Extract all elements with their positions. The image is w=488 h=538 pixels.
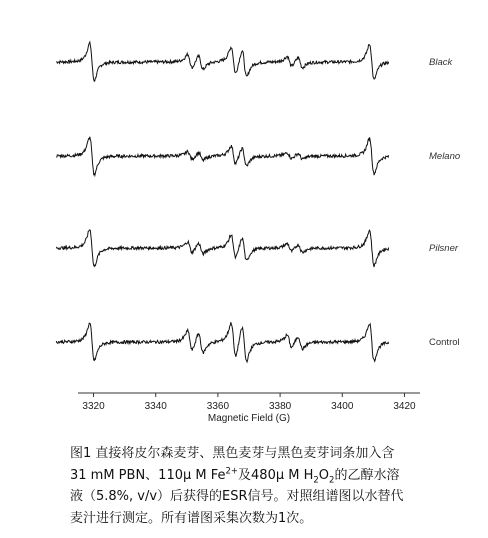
caption-subscript-1: 2 (313, 475, 319, 486)
caption-line-1: 图1 直接将皮尔森麦芽、黑色麦芽与黑色麦芽词条加入含 (70, 446, 395, 461)
caption-line-2c: O (318, 467, 330, 483)
x-tick-label: 3420 (393, 401, 416, 412)
caption-line-2d: 的乙醇水溶 (334, 467, 400, 483)
x-axis-ticks (82, 393, 416, 412)
spectrum-trace-control (56, 322, 388, 362)
spectrum-trace-black (56, 42, 388, 81)
figure-caption (70, 443, 480, 529)
x-tick-label: 3360 (206, 401, 230, 412)
series-labels (429, 57, 460, 348)
caption-superscript: 2+ (225, 466, 239, 477)
x-tick-label: 3400 (331, 401, 354, 412)
x-tick-label: 3340 (144, 401, 167, 412)
spectrum-trace-pilsner (56, 230, 388, 267)
caption-line-2b: 及480μ M H (238, 467, 314, 483)
series-label-melano: Melano (429, 151, 461, 162)
series-label-pilsner: Pilsner (429, 243, 459, 254)
spectrum-trace-melano (56, 137, 388, 176)
spectra-traces (56, 42, 388, 362)
series-label-black: Black (429, 57, 453, 68)
caption-line-3: 液（5.8%, v/v）后获得的ESR信号。对照组谱图以水替代 (70, 489, 404, 504)
caption-line-4: 麦汁进行测定。所有谱图采集次数为1次。 (70, 510, 313, 526)
x-axis-title: Magnetic Field (G) (207, 413, 291, 424)
x-tick-label: 3380 (268, 401, 292, 412)
x-tick-label: 3320 (82, 401, 105, 412)
x-axis (78, 393, 420, 424)
caption-subscript-2: 2 (329, 475, 335, 486)
series-label-control: Control (429, 337, 460, 348)
caption-line-2a: 31 mM PBN、110μ M Fe (70, 467, 226, 483)
